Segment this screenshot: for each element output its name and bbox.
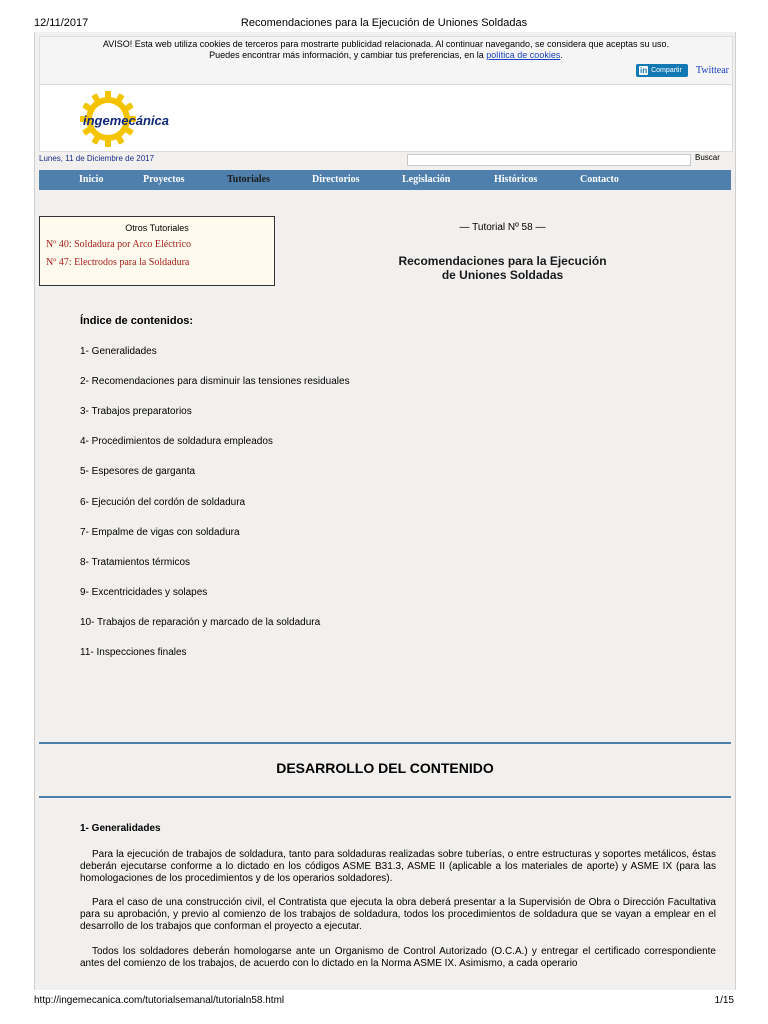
other-tutorials-box: [39, 216, 275, 286]
nav-item-inicio[interactable]: Inicio: [79, 174, 104, 185]
print-date: 12/11/2017: [34, 17, 89, 29]
header-logo-area: [39, 84, 733, 152]
nav-item-historicos[interactable]: Históricos: [494, 174, 538, 185]
index-item[interactable]: 10- Trabajos de reparación y marcado de la soldadura: [80, 617, 321, 628]
index-item[interactable]: 7- Empalme de vigas con soldadura: [80, 527, 240, 538]
paragraph: Para el caso de una construcción civil, el Contratista que ejecuta la obra deberá presentar a la Supervisión de Obra o Dirección Facultativa para su aprobación, y previo al comienzo de los trabajos de soldadura, todos los procedimientos de soldadura que se vayan a emplear en el desarrollo de los trabajos que conforman el proyecto a ejecutar.: [80, 897, 716, 932]
share-bar: [636, 64, 729, 77]
index-item[interactable]: 5- Espesores de garganta: [80, 466, 196, 477]
current-date: Lunes, 11 de Diciembre de 2017: [39, 154, 155, 163]
cookie-policy-link[interactable]: política de cookies: [486, 50, 561, 60]
nav-item-tutoriales[interactable]: Tutoriales: [227, 174, 270, 185]
other-tutorials-heading: Otros Tutoriales: [125, 223, 189, 233]
index-item[interactable]: 8- Tratamientos térmicos: [80, 557, 191, 568]
linkedin-icon: in: [639, 66, 648, 75]
nav-item-proyectos[interactable]: Proyectos: [143, 174, 185, 185]
print-page-count: 1/15: [714, 995, 734, 1006]
other-tutorial-link[interactable]: Nº 40: Soldadura por Arco Eléctrico: [46, 239, 192, 250]
index-item[interactable]: 6- Ejecución del cordón de soldadura: [80, 497, 246, 508]
tutorial-title-line2: de Uniones Soldadas: [441, 268, 564, 282]
section-heading: DESARROLLO DEL CONTENIDO: [276, 760, 494, 776]
paragraph: Para la ejecución de trabajos de soldadura, tanto para soldaduras realizadas sobre tuberías, o entre estructuras y soportes metálicos, éstas deberán ejecutarse conforme a lo dictado en los códigos ASME B31.3, ASME II (aplicable a los materiales de aporte) y ASME IX (para las homologaciones de los procedimientos y de los operarios soldadores).: [80, 849, 716, 884]
cookie-notice-line1: AVISO! Esta web utiliza cookies de terceros para mostrarte publicidad relacionada. Al continuar navegando, se considera que aceptas su uso.: [102, 39, 670, 49]
print-url: http://ingemecanica.com/tutorialsemanal/tutorialn58.html: [34, 995, 285, 1006]
cookie-notice-line2: [40, 50, 732, 61]
index-item[interactable]: 9- Excentricidades y solapes: [80, 587, 208, 598]
cookie-notice-suffix: .: [560, 50, 563, 60]
nav-item-directorios[interactable]: Directorios: [312, 174, 360, 185]
nav-item-contacto[interactable]: Contacto: [580, 174, 619, 185]
tutorial-number: — Tutorial Nº 58 —: [459, 222, 546, 233]
index-item[interactable]: 1- Generalidades: [80, 346, 157, 357]
search-input[interactable]: [407, 154, 691, 166]
linkedin-share-label: Compartir: [651, 67, 682, 74]
main-nav: [39, 170, 731, 190]
other-tutorial-link[interactable]: Nº 47: Electrodos para la Soldadura: [46, 257, 190, 268]
index-item[interactable]: 4- Procedimientos de soldadura empleados: [80, 436, 273, 447]
web-page: [34, 32, 736, 990]
index-item[interactable]: 2- Recomendaciones para disminuir las tensiones residuales: [80, 376, 350, 387]
section-heading-box: [39, 742, 731, 798]
tutorial-title-line1: Recomendaciones para la Ejecución: [398, 254, 607, 268]
search-button[interactable]: Buscar: [695, 153, 720, 162]
index-item[interactable]: 11- Inspecciones finales: [80, 647, 187, 658]
ingemecanica-logo[interactable]: [78, 89, 188, 147]
twitter-share-link[interactable]: Twittear: [695, 65, 729, 76]
index-item[interactable]: 3- Trabajos preparatorios: [80, 406, 192, 417]
logo-text: ingemecánica: [83, 113, 169, 128]
paragraph: Todos los soldadores deberán homologarse ante un Organismo de Control Autorizado (O.C.A.) y entregar el certificado correspondiente antes del comienzo de los trabajos, de acuerdo con lo dictado en la Norma ASME IX. Asimismo, a cada operario: [80, 946, 716, 969]
print-footer: [0, 990, 768, 1024]
print-header: [0, 0, 768, 32]
index-title: Índice de contenidos:: [80, 315, 194, 327]
print-title: Recomendaciones para la Ejecución de Uniones Soldadas: [240, 17, 528, 29]
tutorial-title: [365, 254, 640, 282]
cookie-notice-prefix: Puedes encontrar más información, y cambiar tus preferencias, en la: [209, 50, 487, 60]
linkedin-share-button[interactable]: [636, 64, 688, 77]
nav-item-legislacion[interactable]: Legislación: [402, 174, 451, 185]
subsection-title: 1- Generalidades: [80, 823, 161, 834]
